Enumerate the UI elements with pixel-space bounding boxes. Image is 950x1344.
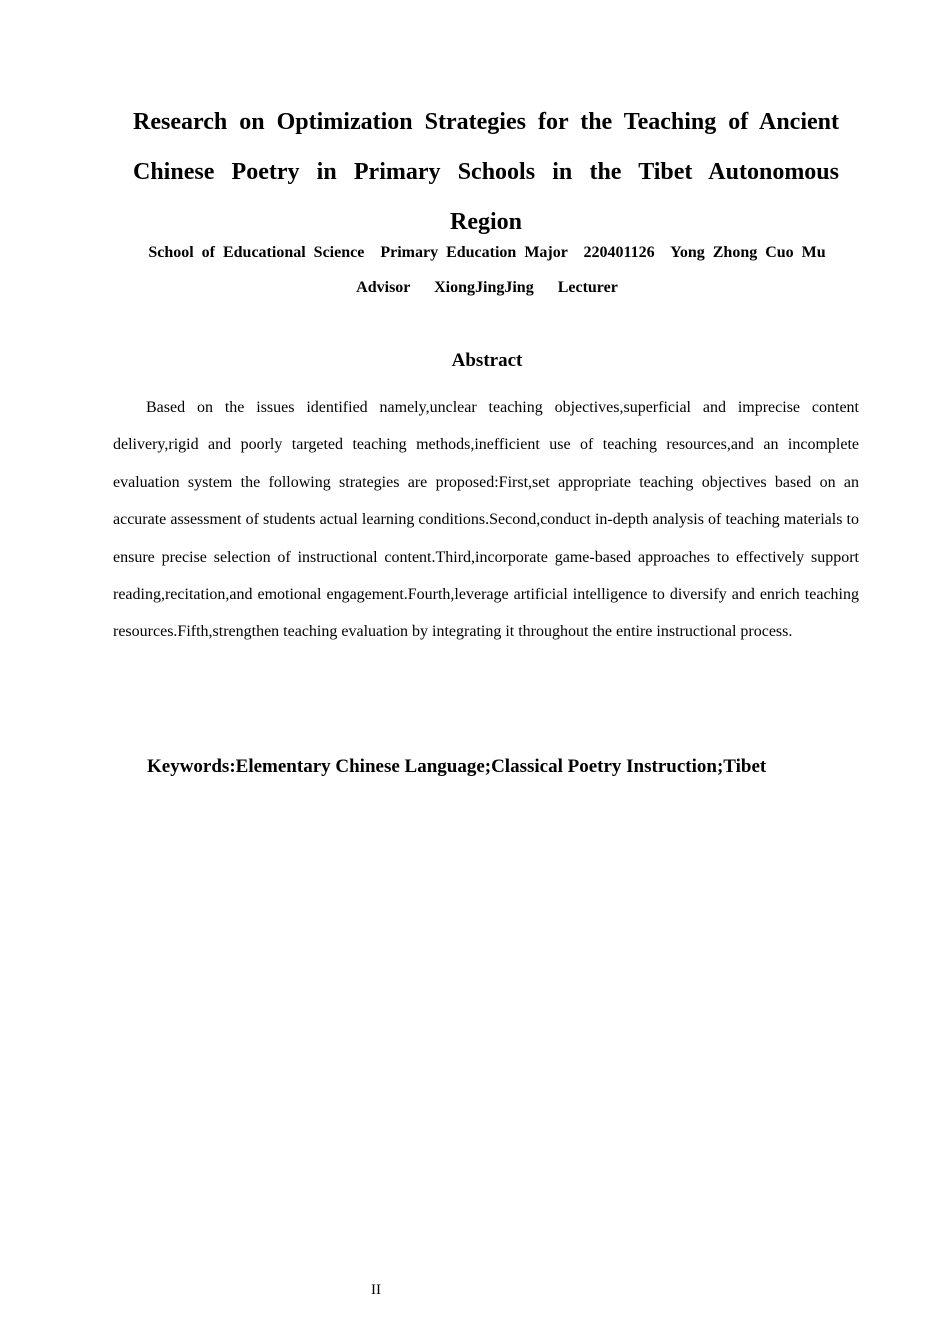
document-title: Research on Optimization Strategies for the Teaching of Ancient Chinese Poetry in Primary Schools in the Tibet Autonomous Region	[133, 109, 839, 235]
abstract-heading: Abstract	[451, 350, 523, 371]
abstract-body: Based on the issues identified namely,unclear teaching objectives,superficial and imprecise content delivery,rigid and poorly targeted teaching methods,inefficient use of teaching resources,and an incomplete evaluation system the following strategies are proposed:First,set appropriate teaching objectives based on an accurate assessment of students actual learning conditions.Second,conduct in-depth analysis of teaching materials to ensure precise selection of instructional content.Third,incorporate game-based approaches to effectively support reading,recitation,and emotional engagement.Fourth,leverage artificial intelligence to diversify and enrich teaching resources.Fifth,strengthen teaching evaluation by integrating it throughout the entire instructional process.	[113, 399, 859, 641]
advisor-line: Advisor XiongJingJing Lecturer	[356, 279, 618, 296]
author-line: School of Educational Science Primary Education Major 220401126 Yong Zhong Cuo Mu	[148, 244, 826, 261]
page-number: II	[371, 1282, 381, 1298]
keywords-line: Keywords:Elementary Chinese Language;Classical Poetry Instruction;Tibet	[147, 756, 767, 777]
